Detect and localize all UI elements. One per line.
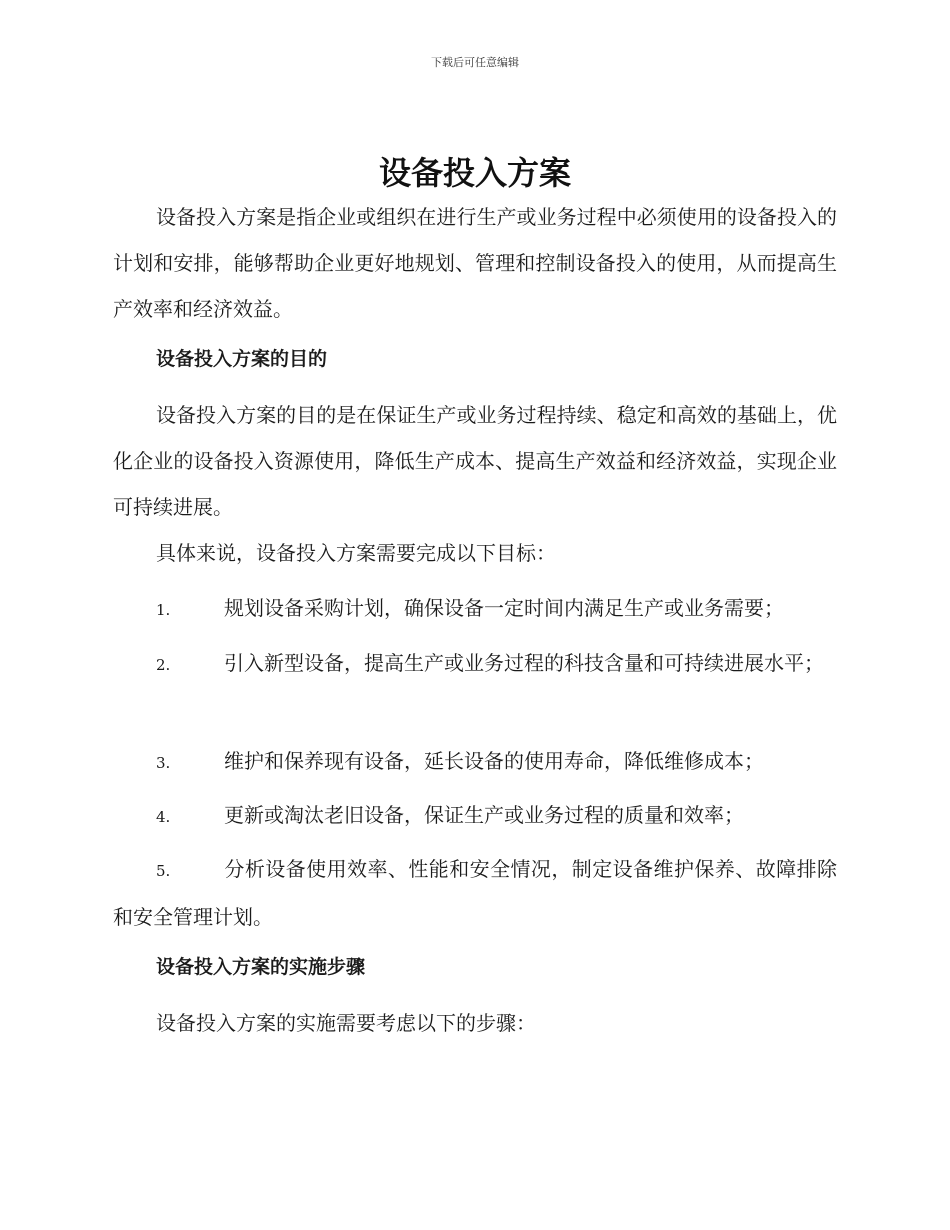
- list-item-number: 1.: [156, 601, 171, 619]
- list-item-text: 更新或淘汰老旧设备，保证生产或业务过程的质量和效率；: [224, 803, 744, 827]
- list-item-number: 3.: [156, 754, 171, 772]
- list-item-text: 分析设备使用效率、性能和安全情况，制定设备维护保养、故障排除和安全管理计划。: [113, 857, 837, 929]
- list-item-text: 规划设备采购计划，确保设备一定时间内满足生产或业务需要；: [224, 596, 784, 620]
- purpose-body: [113, 392, 837, 530]
- list-item: [113, 846, 837, 940]
- goals-list-item-3: [113, 738, 837, 786]
- section-steps: [113, 944, 837, 990]
- list-item: [113, 585, 837, 633]
- page-header-note: 下载后可任意编辑: [431, 56, 519, 69]
- steps-body: [113, 1000, 837, 1046]
- list-item: [113, 640, 837, 688]
- intro-paragraph: 设备投入方案是指企业或组织在进行生产或业务过程中必须使用的设备投入的计划和安排，能够帮助企业更好地规划、管理和控制设备投入的使用，从而提高生产效率和经济效益。: [113, 205, 837, 321]
- intro-section: [113, 194, 837, 332]
- goals-intro-paragraph: 具体来说，设备投入方案需要完成以下目标：: [156, 541, 556, 565]
- section-purpose: [113, 336, 837, 382]
- list-item-text: 引入新型设备，提高生产或业务过程的科技含量和可持续进展水平；: [224, 651, 824, 675]
- purpose-paragraph: 设备投入方案的目的是在保证生产或业务过程持续、稳定和高效的基础上，优化企业的设备投入资源使用，降低生产成本、提高生产效益和经济效益，实现企业可持续进展。: [113, 403, 837, 519]
- goals-list-item-4: [113, 792, 837, 840]
- list-item: [113, 792, 837, 840]
- section-heading-steps: 设备投入方案的实施步骤: [156, 956, 366, 978]
- goals-list-item-1: [113, 585, 837, 633]
- list-item-text: 维护和保养现有设备，延长设备的使用寿命，降低维修成本；: [224, 749, 764, 773]
- list-item-number: 5.: [156, 862, 171, 880]
- section-heading-purpose: 设备投入方案的目的: [156, 348, 328, 370]
- list-item: [113, 738, 837, 786]
- list-item-number: 4.: [156, 808, 171, 826]
- goals-list-item-2: [113, 640, 837, 688]
- goals-list-item-5: [113, 846, 837, 940]
- goals-intro: [113, 530, 837, 576]
- list-item-number: 2.: [156, 656, 171, 674]
- steps-paragraph: 设备投入方案的实施需要考虑以下的步骤：: [156, 1011, 536, 1035]
- document-title: 设备投入方案: [378, 154, 571, 192]
